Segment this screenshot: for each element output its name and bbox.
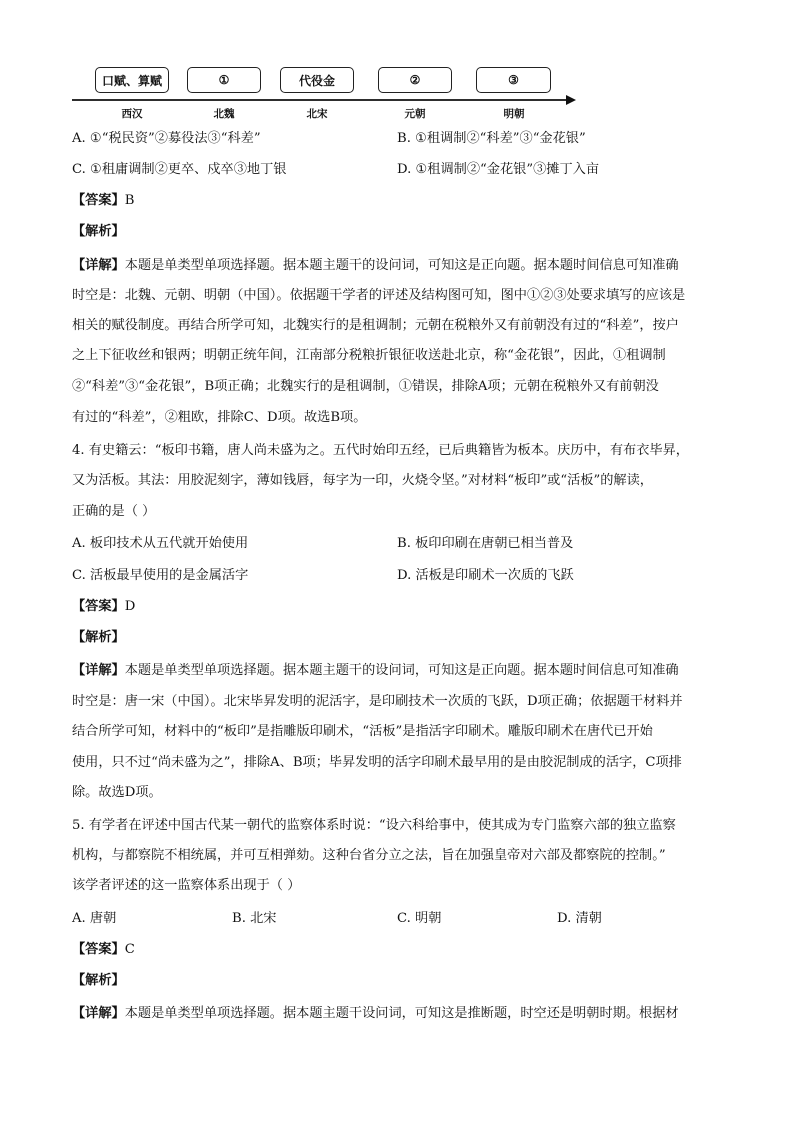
q5-answer-line	[72, 940, 135, 960]
q5-option-b: B. 北宋	[232, 911, 277, 926]
q4-analysis-line	[72, 628, 125, 648]
answer-tag: 【答案】	[72, 599, 125, 614]
q5-stem-line-3: 该学者评述的这一监察体系出现于（ ）	[72, 878, 301, 893]
answer-tag: 【答案】	[72, 193, 125, 208]
q5-option-c: C. 明朝	[397, 911, 442, 926]
timeline-diagram	[0, 0, 794, 125]
q4-detail-line-4: 使用，只不过“尚未盛为之”，排除A、B项；毕昇发明的活字印刷术最早用的是由胶泥制成的活字，C项排	[72, 755, 682, 770]
timeline-label-4: 元朝	[404, 108, 426, 120]
detail-tag: 【详解】	[72, 663, 125, 678]
q4-stem-line-2: 又为活板。其法：用胶泥刻字，薄如钱唇，每字为一印，火烧令坚。”对材料“板印”或“活板”的解读，	[72, 473, 653, 488]
q3-detail-line-6: 有过的“科差”，②粗欧，排除C、D项。故选B项。	[72, 410, 367, 425]
q5-analysis-line	[72, 971, 125, 991]
timeline-label-1: 西汉	[121, 108, 143, 120]
timeline-label-3: 北宋	[306, 108, 328, 120]
q4-detail-line-1: 【详解】本题是单类型单项选择题。据本题主题干的设问词，可知这是正向题。据本题时间信息可知准确	[72, 663, 679, 678]
analysis-tag: 【解析】	[72, 630, 125, 645]
analysis-tag: 【解析】	[72, 224, 125, 239]
q5-stem-line-2: 机构，与都察院不相统属，并可互相弹劾。这种台省分立之法，旨在加强皇帝对六部及都察院的控制。”	[72, 848, 666, 863]
q3-analysis-line	[72, 222, 125, 242]
q5-answer: C	[124, 942, 135, 957]
timeline-box-1: 口赋、算赋	[95, 67, 169, 93]
q3-answer-line	[72, 191, 134, 211]
timeline-label-5: 明朝	[503, 108, 525, 120]
q5-option-a: A. 唐朝	[72, 911, 117, 926]
detail-tag: 【详解】	[72, 1006, 125, 1021]
q5-stem-line-1: 5. 有学者在评述中国古代某一朝代的监察体系时说：“设六科给事中，使其成为专门监察六部的独立监察	[72, 818, 676, 833]
timeline-box-5: ③	[476, 67, 551, 93]
q4-answer-line	[72, 597, 135, 617]
q3-detail-line-1: 【详解】本题是单类型单项选择题。据本题主题干的设问词，可知这是正向题。据本题时间信息可知准确	[72, 258, 679, 273]
q3-option-a: A. ①“税民资”②募役法③“科差”	[72, 131, 261, 146]
q5-detail-line-1: 【详解】本题是单类型单项选择题。据本题主题干设问词，可知这是推断题，时空还是明朝时期。根据材	[72, 1006, 679, 1021]
q3-answer: B	[124, 193, 135, 208]
q3-detail-line-3: 相关的赋役制度。再结合所学可知，北魏实行的是租调制；元朝在税粮外又有前朝没有过的“科差”，按户	[72, 318, 679, 333]
q3-detail-line-2: 时空是：北魏、元朝、明朝（中国）。依据题干学者的评述及结构图可知，图中①②③处要求填写的应该是	[72, 288, 686, 303]
q4-detail-line-3: 结合所学可知，材料中的“板印”是指雕版印刷术，“活板”是指活字印刷术。雕版印刷术在唐代已开始	[72, 724, 653, 739]
q3-option-c: C. ①租庸调制②更卒、戍卒③地丁银	[72, 162, 287, 177]
timeline-box-4: ②	[378, 67, 452, 93]
q4-detail-line-2: 时空是：唐一宋（中国）。北宋毕昇发明的泥活字，是印刷技术一次质的飞跃，D项正确；依据题干材料并	[72, 694, 683, 709]
q4-stem-line-3: 正确的是（ ）	[72, 504, 156, 519]
q4-detail-line-5: 除。故选D项。	[72, 785, 162, 800]
q3-detail-line-4: 之上下征收丝和银两；明朝正统年间，江南部分税粮折银征收送赴北京，称“金花银”，因此，①租调制	[72, 348, 666, 363]
detail-tag: 【详解】	[72, 258, 125, 273]
q4-option-b: B. 板印印刷在唐朝已相当普及	[397, 536, 574, 551]
q4-option-d: D. 活板是印刷术一次质的飞跃	[397, 568, 574, 583]
timeline-box-2: ①	[187, 67, 261, 93]
q4-option-a: A. 板印技术从五代就开始使用	[72, 536, 249, 551]
answer-tag: 【答案】	[72, 942, 125, 957]
q4-answer: D	[124, 599, 136, 614]
q3-option-b: B. ①租调制②“科差”③“金花银”	[397, 131, 586, 146]
q4-option-c: C. 活板最早使用的是金属活字	[72, 568, 249, 583]
timeline-label-2: 北魏	[213, 108, 235, 120]
q3-option-d: D. ①租调制②“金花银”③摊丁入亩	[397, 162, 600, 177]
timeline-arrow	[0, 0, 794, 125]
q3-detail-line-5: ②“科差”③“金花银”，B项正确；北魏实行的是租调制，①错误，排除A项；元朝在税粮外又有前朝没	[72, 379, 659, 394]
analysis-tag: 【解析】	[72, 973, 125, 988]
q5-option-d: D. 清朝	[557, 911, 602, 926]
q4-stem-line-1: 4. 有史籍云：“板印书籍，唐人尚未盛为之。五代时始印五经，已后典籍皆为板本。庆历中，有布衣毕昇，	[72, 443, 689, 458]
timeline-box-3: 代役金	[280, 67, 354, 93]
